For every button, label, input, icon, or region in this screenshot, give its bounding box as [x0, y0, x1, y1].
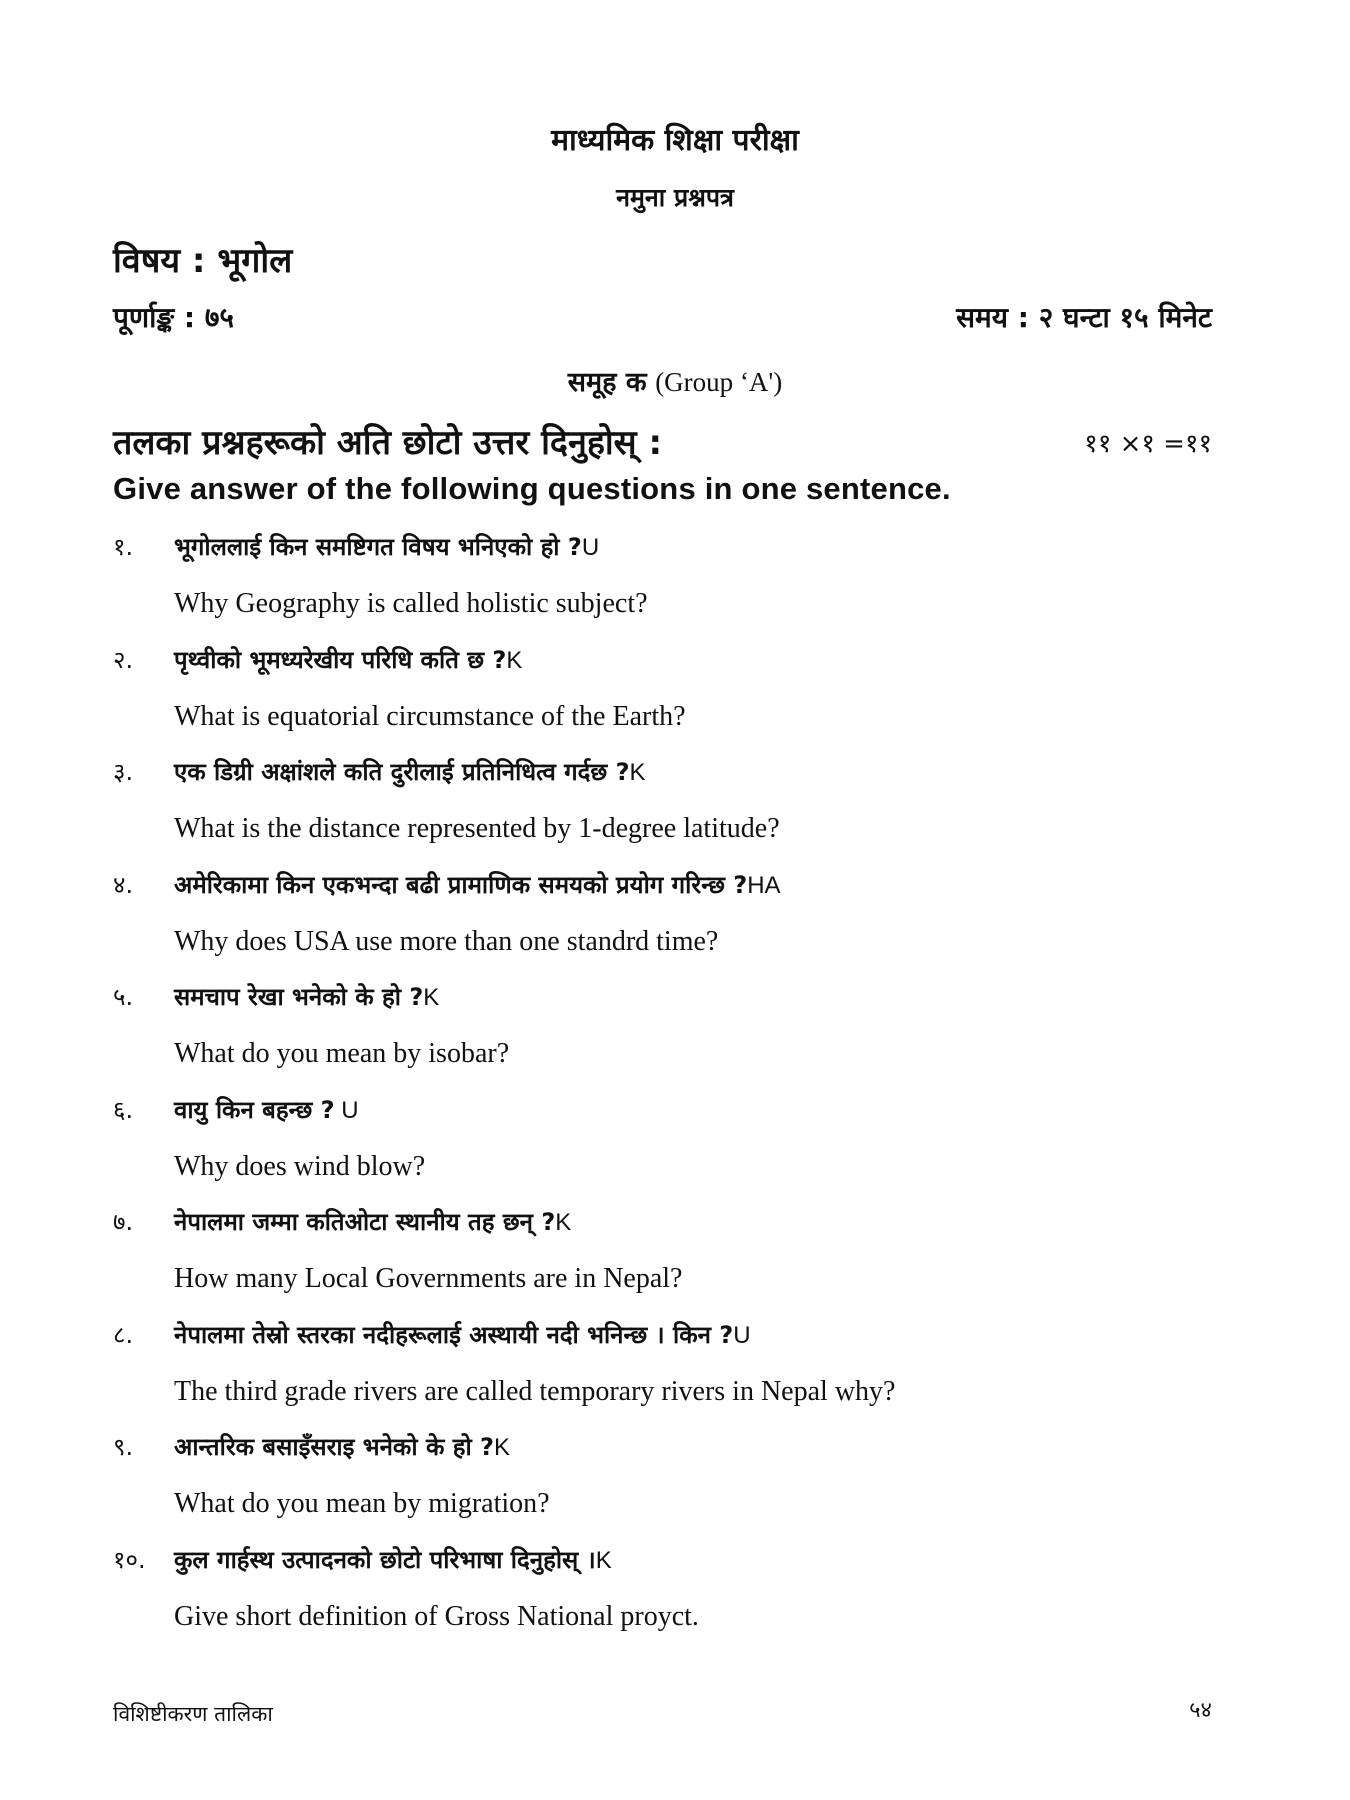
question-nepali: [174, 1093, 359, 1126]
question-level-tag: K: [595, 1546, 612, 1574]
question-number: १.: [113, 533, 134, 561]
question-english: How many Local Governments are in Nepal?: [174, 1263, 683, 1294]
question-nepali-text: नेपालमा जम्मा कतिओटा स्थानीय तह छन् ?: [174, 1208, 556, 1236]
question-number: ६.: [113, 1095, 134, 1124]
question-item: [0, 755, 1350, 868]
instruction-nepali: तलका प्रश्नहरूको अति छोटो उत्तर दिनुहोस् :: [113, 423, 663, 463]
question-nepali: [174, 1430, 510, 1463]
question-english: Why does USA use more than one standrd time?: [174, 925, 719, 957]
paper-subtitle: नमुना प्रश्नपत्र: [616, 183, 734, 212]
question-english: Why Geography is called holistic subject?: [174, 588, 648, 619]
question-english: What do you mean by isobar?: [174, 1038, 510, 1069]
question-number: ९.: [113, 1433, 134, 1461]
question-number: १०.: [113, 1545, 146, 1574]
question-level-tag: K: [555, 1209, 572, 1236]
question-number: ८.: [113, 1320, 134, 1349]
time-allowed: समय : २ घन्टा १५ मिनेट: [956, 301, 1212, 334]
question-english: What is equatorial circumstance of the Earth?: [174, 700, 686, 732]
question-item: [0, 1543, 1350, 1656]
question-english: The third grade rivers are called temporary rivers in Nepal why?: [174, 1375, 896, 1407]
question-nepali: [174, 868, 781, 901]
question-level-tag: HA: [747, 871, 781, 899]
question-number: ५.: [113, 983, 134, 1011]
question-english: Why does wind blow?: [174, 1150, 426, 1182]
group-heading-nepali: समूह क: [567, 367, 647, 398]
question-nepali: [174, 755, 646, 788]
question-item: [0, 1205, 1350, 1318]
question-nepali: [174, 1205, 571, 1238]
instruction-english: Give answer of the following questions in one sentence.: [113, 471, 951, 506]
footer-label: विशिष्टीकरण तालिका: [113, 1702, 273, 1726]
question-english: What do you mean by migration?: [174, 1488, 550, 1519]
subject-label: विषय : भूगोल: [113, 241, 293, 281]
question-nepali: [174, 1543, 612, 1576]
question-nepali-text: भूगोललाई किन समष्टिगत विषय भनिएको हो ?: [174, 533, 582, 561]
question-item: [0, 1093, 1350, 1206]
question-english: Give short definition of Gross National proуct.: [174, 1600, 699, 1632]
question-nepali-text: एक डिग्री अक्षांशले कति दुरीलाई प्रतिनिधित्व गर्दछ ?: [174, 758, 630, 786]
question-level-tag: U: [581, 534, 600, 561]
group-heading-english: (Group ‘A'): [655, 367, 783, 397]
question-level-tag: K: [506, 646, 523, 674]
question-number: ४.: [113, 870, 134, 899]
question-level-tag: U: [334, 1096, 359, 1124]
question-number: ३.: [113, 758, 134, 786]
group-heading: [0, 362, 1350, 399]
question-nepali-text: वायु किन बहन्छ ?: [174, 1095, 335, 1124]
question-level-tag: K: [423, 984, 440, 1011]
question-number: २.: [113, 645, 134, 674]
question-item: [0, 1430, 1350, 1543]
question-nepali: [174, 643, 522, 676]
question-nepali: [174, 530, 599, 563]
question-nepali-text: अमेरिकामा किन एकभन्दा बढी प्रामाणिक समयको प्रयोग गरिन्छ ?: [174, 870, 748, 899]
question-nepali-text: कुल गार्हस्थ उत्पादनको छोटो परिभाषा दिनुहोस् ।: [174, 1545, 596, 1574]
question-level-tag: U: [733, 1321, 751, 1349]
question-number: ७.: [113, 1208, 134, 1236]
question-level-tag: K: [493, 1434, 510, 1461]
marks-formula: ११ ×१ =११: [1084, 429, 1212, 459]
question-nepali: [174, 1318, 751, 1351]
full-marks: पूर्णाङ्क : ७५: [113, 301, 234, 334]
question-nepali-text: आन्तरिक बसाइँसराइ भनेको के हो ?: [174, 1433, 494, 1461]
question-level-tag: K: [629, 759, 646, 786]
question-item: [0, 1318, 1350, 1431]
question-item: [0, 868, 1350, 981]
question-nepali: [174, 980, 439, 1013]
question-item: [0, 643, 1350, 756]
question-item: [0, 980, 1350, 1093]
question-list: [0, 530, 1350, 1655]
question-english: What is the distance represented by 1-degree latitude?: [174, 813, 780, 844]
question-nepali-text: पृथ्वीको भूमध्यरेखीय परिधि कति छ ?: [174, 645, 507, 674]
question-nepali-text: समचाप रेखा भनेको के हो ?: [174, 983, 424, 1011]
question-item: [0, 530, 1350, 643]
page-number: ५४: [1189, 1698, 1212, 1723]
exam-title: माध्यमिक शिक्षा परीक्षा: [551, 123, 799, 158]
question-nepali-text: नेपालमा तेस्रो स्तरका नदीहरूलाई अस्थायी नदी भनिन्छ । किन ?: [174, 1320, 734, 1349]
